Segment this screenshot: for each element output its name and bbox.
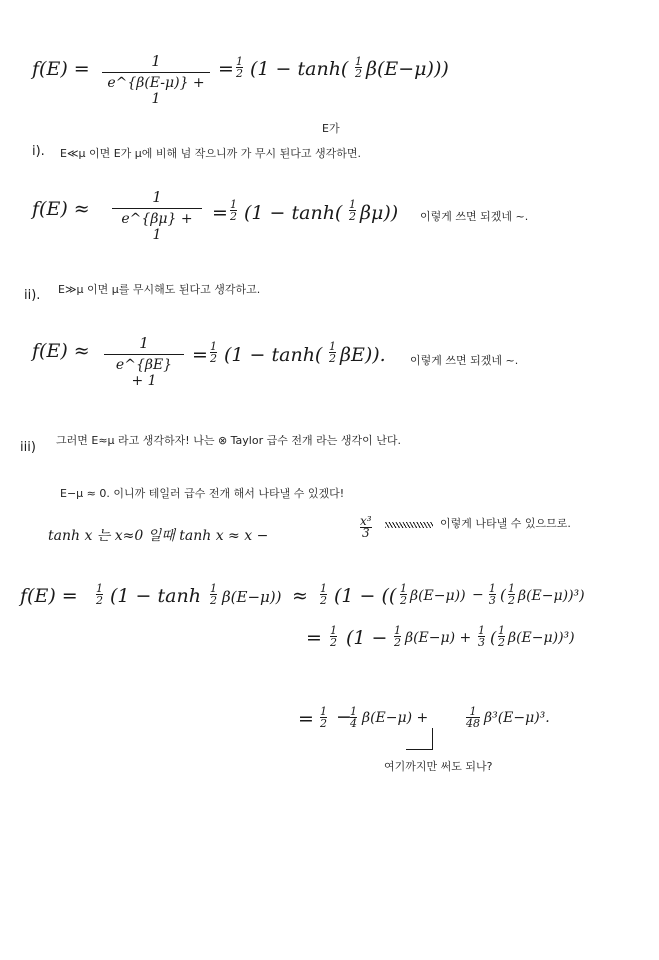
case3-row3-minus: − <box>336 706 352 728</box>
scribbled-out-mark <box>385 522 433 528</box>
question-note: 여기까지만 써도 되나? <box>384 760 493 773</box>
case3-row3-half: $\frac{1}{2}$ <box>320 705 327 730</box>
case3-row1-rhs: (1 − (( <box>334 585 397 607</box>
case3-row3-quarter: $\frac{1}{4}$ <box>350 705 357 730</box>
case2-label: ii). <box>24 288 41 303</box>
case3-row1-rhs3: ( <box>500 586 506 604</box>
case3-row3-b: β(E−μ) + <box>362 710 429 726</box>
eq1-half <box>236 56 243 79</box>
case2-text: E≫μ 이면 μ를 무시해도 된다고 생각하고. <box>58 283 261 296</box>
case2-inner-half: $\frac{1}{2}$ <box>329 340 336 365</box>
case3-row1-mid2: β(E−μ)) <box>222 588 282 606</box>
case3-row3-f48: $\frac{1}{48}$ <box>466 705 480 730</box>
eq1-lhs: f(E) = <box>32 58 90 80</box>
case3-line2: E−μ ≈ 0. 이니까 테일러 급수 전개 해서 나타낼 수 있겠다! <box>60 487 345 500</box>
eq1-denominator: e^{β(E-μ)} + 1 <box>107 75 205 107</box>
case1-lhs: f(E) ≈ <box>32 198 90 220</box>
eq1-rhs-inner: β(E−μ))) <box>366 58 449 80</box>
case3-row1-half: $\frac{1}{2}$ <box>96 582 103 607</box>
case3-row1-rhs3-half: $\frac{1}{2}$ <box>508 582 515 607</box>
case1-above-note: E가 <box>322 122 340 135</box>
case2-comment: 이렇게 쓰면 되겠네 ~. <box>410 354 519 367</box>
case1-rhs-inner: βμ)) <box>360 202 399 224</box>
eq1-fraction <box>102 52 210 107</box>
case3-row1-lhs: f(E) = <box>20 585 78 607</box>
case2-rhs-inner: βE)). <box>340 344 386 366</box>
case2-equals: = <box>192 344 208 366</box>
case3-line3a: tanh x 는 x≈0 일때 tanh x ≈ x − <box>48 528 269 544</box>
case2-fraction: 1 e^{βE} + 1 <box>104 334 184 389</box>
eq1-equals: = <box>218 58 234 80</box>
case3-line3b: 이렇게 나타낼 수 있으므로. <box>440 517 571 530</box>
case3-row1-inner-half: $\frac{1}{2}$ <box>210 582 217 607</box>
eq1-inner-half: $\frac{1}{2}$ <box>355 55 362 80</box>
case3-row1-mid: (1 − tanh <box>110 585 201 607</box>
case3-row3-eq: = <box>298 708 314 730</box>
case1-text: E≪μ 이면 E가 μ에 비해 넘 작으니까 가 무시 된다고 생각하면. <box>60 147 362 160</box>
case1-half: $\frac{1}{2}$ <box>230 198 237 223</box>
case3-row2-a: (1 − <box>346 627 388 649</box>
case3-row1-rhs-half: $\frac{1}{2}$ <box>400 582 407 607</box>
question-bracket-vertical <box>432 728 433 750</box>
eq1-numerator: 1 <box>151 52 161 70</box>
case3-line1: 그러면 E≈μ 라고 생각하자! 나는 ⊗ Taylor 급수 전개 라는 생각이 난다. <box>56 434 401 447</box>
case1-rhs: (1 − tanh( <box>244 202 343 224</box>
case1-label: i). <box>32 144 45 159</box>
case2-rhs: (1 − tanh( <box>224 344 323 366</box>
case3-row2-c-half: $\frac{1}{2}$ <box>498 624 505 649</box>
case1-equals: = <box>212 202 228 224</box>
case2-lhs: f(E) ≈ <box>32 340 90 362</box>
case3-row1-rhs4: β(E−μ))³) <box>518 588 585 604</box>
case1-comment: 이렇게 쓰면 되겠네 ~. <box>420 210 529 223</box>
case3-row1-minus-third: − $\frac{1}{3}$ <box>472 582 496 607</box>
case1-fraction: 1 e^{βμ} + 1 <box>112 188 202 243</box>
case1-inner-half: $\frac{1}{2}$ <box>349 198 356 223</box>
case3-row2-eq: = <box>306 627 322 649</box>
case3-row2-d: β(E−μ))³) <box>508 630 575 646</box>
case3-row2-third: $\frac{1}{3}$ <box>478 624 485 649</box>
question-bracket-horizontal <box>406 749 433 750</box>
eq1-half-den: 2 <box>236 67 243 80</box>
case3-row2-half-b: $\frac{1}{2}$ <box>394 624 401 649</box>
case3-label: iii) <box>20 440 36 455</box>
case3-row2-b: β(E−μ) + <box>405 630 472 646</box>
case3-row2-c: ( <box>490 628 497 647</box>
case2-half: $\frac{1}{2}$ <box>210 340 217 365</box>
case3-row1-approx: ≈ <box>292 585 308 607</box>
case3-row2-half: $\frac{1}{2}$ <box>330 624 337 649</box>
eq1-half-num: 1 <box>236 55 243 68</box>
case3-x3-fraction: $\frac{\text{x³}}{3}$ <box>360 514 372 540</box>
eq1-rhs: (1 − tanh( <box>250 58 349 80</box>
case3-row1-half2: $\frac{1}{2}$ <box>320 582 327 607</box>
case3-row3-c: β³(E−μ)³. <box>484 710 550 726</box>
case3-row1-rhs2: β(E−μ)) <box>410 588 466 604</box>
